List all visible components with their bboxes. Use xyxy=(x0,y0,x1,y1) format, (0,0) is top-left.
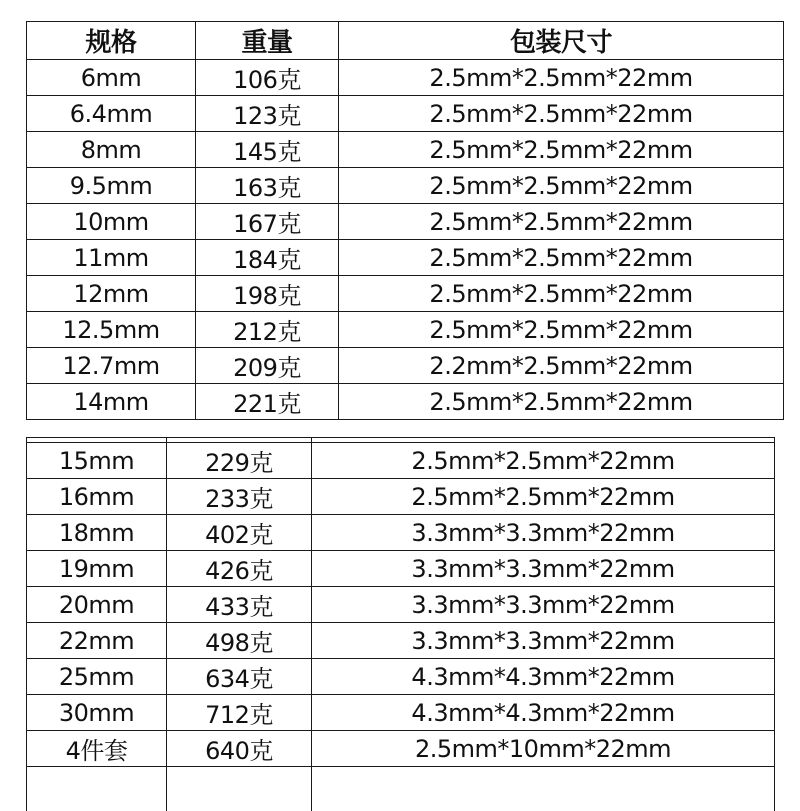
cell-package-size: 2.2mm*2.5mm*22mm xyxy=(339,348,784,384)
cell-weight: 106克 xyxy=(196,60,339,96)
cell-spec: 12.7mm xyxy=(27,348,196,384)
cell-spec: 18mm xyxy=(27,515,167,551)
header-weight: 重量 xyxy=(196,22,339,60)
cell-spec: 25mm xyxy=(27,659,167,695)
cell-weight: 209克 xyxy=(196,348,339,384)
spec-table-bottom xyxy=(26,437,775,811)
cell-spec: 6mm xyxy=(27,60,196,96)
cell-weight: 402克 xyxy=(167,515,312,551)
cell-spec: 15mm xyxy=(27,443,167,479)
cell-spec: 9.5mm xyxy=(27,168,196,204)
table-row xyxy=(27,312,784,348)
cell-weight: 498克 xyxy=(167,623,312,659)
cell-spec: 4件套 xyxy=(27,731,167,767)
cell-package-size: 2.5mm*2.5mm*22mm xyxy=(339,204,784,240)
table-row xyxy=(27,96,784,132)
cell-spec: 19mm xyxy=(27,551,167,587)
cell-package-size: 3.3mm*3.3mm*22mm xyxy=(312,515,775,551)
cell-spec: 12mm xyxy=(27,276,196,312)
cell-package-size: 2.5mm*2.5mm*22mm xyxy=(339,240,784,276)
cell-weight: 163克 xyxy=(196,168,339,204)
cell-spec: 20mm xyxy=(27,587,167,623)
cell-spec: 11mm xyxy=(27,240,196,276)
cell-weight: 233克 xyxy=(167,479,312,515)
table-row xyxy=(27,132,784,168)
cell-weight: 634克 xyxy=(167,659,312,695)
cell-weight: 167克 xyxy=(196,204,339,240)
table-row xyxy=(27,623,775,659)
header-package-size: 包装尺寸 xyxy=(339,22,784,60)
cell-spec: 12.5mm xyxy=(27,312,196,348)
table-row xyxy=(27,479,775,515)
table-row xyxy=(27,348,784,384)
cell-package-size: 2.5mm*2.5mm*22mm xyxy=(339,60,784,96)
cell-package-size: 2.5mm*2.5mm*22mm xyxy=(312,443,775,479)
cell-package-size: 2.5mm*2.5mm*22mm xyxy=(339,168,784,204)
cell-package-size: 2.5mm*10mm*22mm xyxy=(312,731,775,767)
table-row xyxy=(27,659,775,695)
table-row xyxy=(27,60,784,96)
cell-spec: 6.4mm xyxy=(27,96,196,132)
table-row xyxy=(27,276,784,312)
cell-weight: 426克 xyxy=(167,551,312,587)
cell-weight: 184克 xyxy=(196,240,339,276)
cell-package-size: 2.5mm*2.5mm*22mm xyxy=(339,96,784,132)
cell-weight: 145克 xyxy=(196,132,339,168)
cell-weight: 212克 xyxy=(196,312,339,348)
cell-spec: 30mm xyxy=(27,695,167,731)
cell-spec: 16mm xyxy=(27,479,167,515)
cell-package-size: 4.3mm*4.3mm*22mm xyxy=(312,659,775,695)
table-row xyxy=(27,443,775,479)
table-row xyxy=(27,551,775,587)
cell-weight: 712克 xyxy=(167,695,312,731)
cell-package-size: 2.5mm*2.5mm*22mm xyxy=(339,384,784,420)
table-row xyxy=(27,240,784,276)
cell-package-size: 3.3mm*3.3mm*22mm xyxy=(312,587,775,623)
cell-spec: 14mm xyxy=(27,384,196,420)
cell-weight: 229克 xyxy=(167,443,312,479)
cell-weight: 640克 xyxy=(167,731,312,767)
cell-package-size: 2.5mm*2.5mm*22mm xyxy=(312,479,775,515)
header-spec: 规格 xyxy=(27,22,196,60)
header-row xyxy=(27,22,784,60)
cell-spec: 8mm xyxy=(27,132,196,168)
table-row xyxy=(27,204,784,240)
cell-package-size: 4.3mm*4.3mm*22mm xyxy=(312,695,775,731)
cell-package-size: 2.5mm*2.5mm*22mm xyxy=(339,132,784,168)
cell-package-size: 3.3mm*3.3mm*22mm xyxy=(312,551,775,587)
cell-package-size: 3.3mm*3.3mm*22mm xyxy=(312,623,775,659)
table-row xyxy=(27,515,775,551)
cell-spec: 22mm xyxy=(27,623,167,659)
table-row xyxy=(27,168,784,204)
empty-row xyxy=(27,767,775,811)
table-row xyxy=(27,695,775,731)
cell-weight: 123克 xyxy=(196,96,339,132)
spec-table-top xyxy=(26,21,784,420)
cell-spec: 10mm xyxy=(27,204,196,240)
cell-weight: 198克 xyxy=(196,276,339,312)
table-row xyxy=(27,731,775,767)
cell-package-size: 2.5mm*2.5mm*22mm xyxy=(339,276,784,312)
table-row xyxy=(27,384,784,420)
cell-weight: 433克 xyxy=(167,587,312,623)
cell-package-size: 2.5mm*2.5mm*22mm xyxy=(339,312,784,348)
table-row xyxy=(27,587,775,623)
cell-weight: 221克 xyxy=(196,384,339,420)
